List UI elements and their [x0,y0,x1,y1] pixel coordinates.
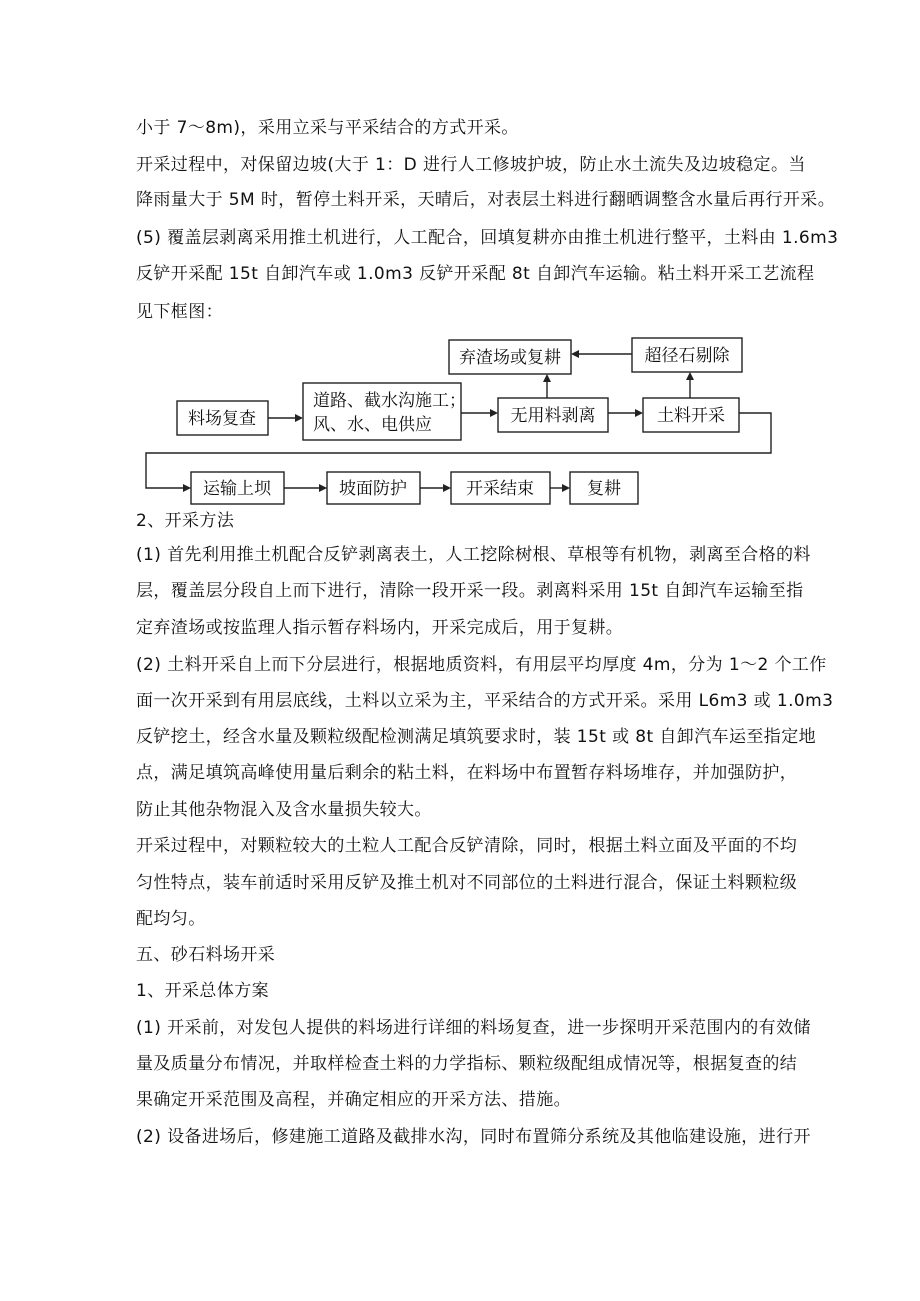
text-line: 层，覆盖层分段自上而下进行，清除一段开采一段。剥离料采用 15t 自卸汽车运输至指 [136,581,804,601]
text-line: 果确定开采范围及高程，并确定相应的开采方法、措施。 [136,1090,571,1110]
text-line: (2) 土料开采自上而下分层进行，根据地质资料，有用层平均厚度 4m，分为 1～2 个工作 [136,655,827,675]
flow-arrowhead [571,350,579,358]
text-line: 反铲挖土，经含水量及颗粒级配检测满足填筑要求时，装 15t 或 8t 自卸汽车运至指定地 [136,727,816,747]
text-line: (1) 首先利用推土机配合反铲剥离表土，人工挖除树根、草根等有机物，剥离至合格的料 [136,545,811,565]
flow-node-overburden-stripping-label: 无用料剥离 [510,406,596,426]
flow-arrowhead [635,409,643,417]
process-flowchart [0,0,920,520]
flow-node-soil-excavation-label: 土料开采 [657,406,725,426]
flow-arrowhead [319,484,327,492]
flow-node-site-recheck-label: 料场复查 [188,409,256,429]
text-line: 点，满足填筑高峰使用量后剩余的粘土料，在料场中布置暂存料场堆存，并加强防护， [136,763,798,783]
text-line: (1) 开采前，对发包人提供的料场进行详细的料场复查，进一步探明开采范围内的有效储 [136,1018,811,1038]
text-line: 定弃渣场或按监理人指示暂存料场内，开采完成后，用于复耕。 [136,618,624,638]
text-line: 开采过程中，对保留边坡(大于 1：D 进行人工修坡护坡，防止水土流失及边坡稳定。当 [136,155,806,175]
flow-node-transport-to-dam-label: 运输上坝 [203,479,271,499]
text-line: 面一次开采到有用层底线，土料以立采为主，平采结合的方式开采。采用 L6m3 或 1.0m3 [136,691,834,711]
section-heading: 1、开采总体方案 [136,981,270,1001]
text-line: 见下框图： [136,302,223,322]
flow-arrowhead [443,484,451,492]
flow-arrowhead [490,409,498,417]
flow-node-slope-protection-label: 坡面防护 [339,479,407,499]
text-line: 小于 7～8m)，采用立采与平采结合的方式开采。 [136,118,519,138]
flow-node-waste-dump-label: 弃渣场或复耕 [459,348,561,368]
section-heading: 2、开采方法 [136,511,235,531]
flow-arrowhead [686,372,694,380]
flow-arrowhead [183,484,191,492]
flow-arrowhead [562,484,570,492]
text-line: 配均匀。 [136,909,206,929]
section-heading: 五、砂石料场开采 [136,945,276,965]
text-line: 反铲开采配 15t 自卸汽车或 1.0m3 反铲开采配 8t 自卸汽车运输。粘土料开采工艺流程 [136,264,815,284]
flow-node-road-construction-label-1: 道路、截水沟施工； [313,391,466,411]
flow-node-road-construction-label-2: 风、水、电供应 [313,415,432,435]
text-line: 匀性特点，装车前适时采用反铲及推土机对不同部位的土料进行混合，保证土料颗粒级 [136,873,798,893]
flow-arrowhead [543,374,551,382]
text-line: 开采过程中，对颗粒较大的土粒人工配合反铲清除，同时，根据土料立面及平面的不均 [136,836,798,856]
flow-node-mining-end-label: 开采结束 [466,479,534,499]
flow-node-reclamation-label: 复耕 [587,479,621,499]
text-line: 防止其他杂物混入及含水量损失较大。 [136,800,432,820]
text-line: (5) 覆盖层剥离采用推土机进行，人工配合，回填复耕亦由推土机进行整平，土料由 1.6m3 [136,228,839,248]
text-line: 量及质量分布情况，并取样检查土料的力学指标、颗粒级配组成情况等，根据复查的结 [136,1054,798,1074]
text-line: (2) 设备进场后，修建施工道路及截排水沟，同时布置筛分系统及其他临建设施，进行开 [136,1127,811,1147]
flow-arrowhead [295,414,303,422]
flow-node-oversize-removal-label: 超径石剔除 [644,346,730,366]
text-line: 降雨量大于 5M 时，暂停土料开采，天晴后，对表层土料进行翻晒调整含水量后再行开采。 [136,190,836,210]
